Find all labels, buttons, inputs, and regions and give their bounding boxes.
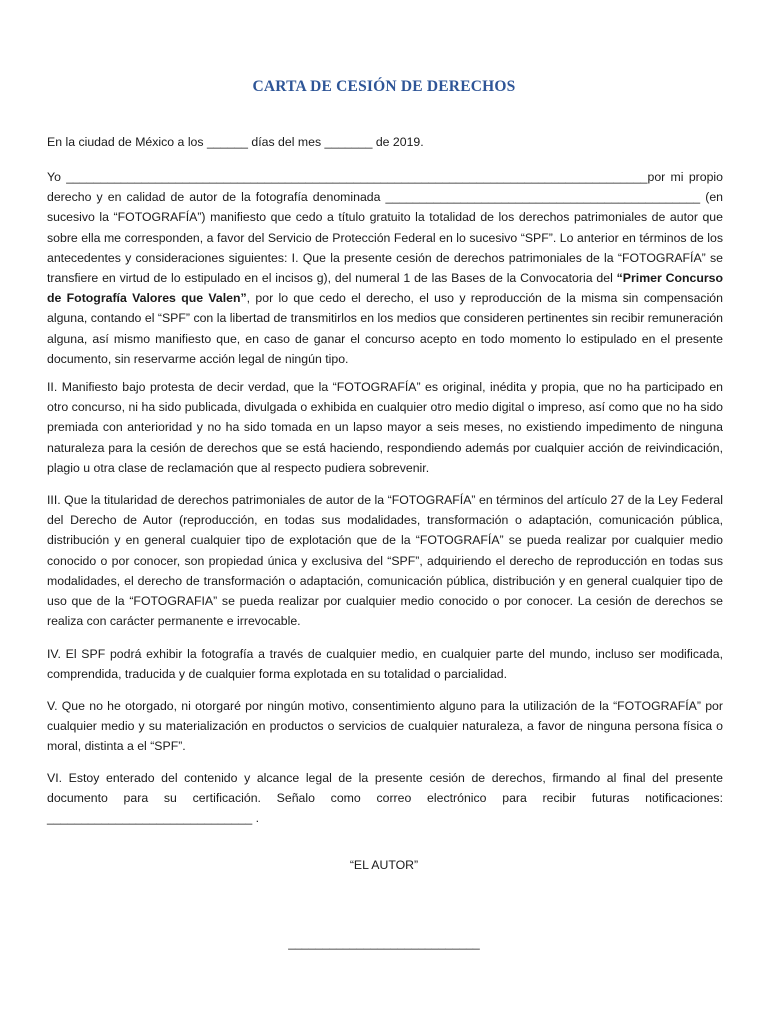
paragraph-4: IV. El SPF podrá exhibir la fotografía a través de cualquier medio, en cualquier parte del mundo, incluso ser modificada, comprendida, traducida y de cualquier forma explotada en su totalidad o parcialidad. xyxy=(47,647,723,682)
contest-name: “Primer Concurso de Fotografía Valores que Valen” xyxy=(47,271,723,306)
paragraph-6: VI. Estoy enterado del contenido y alcance legal de la presente cesión de derechos, firmando al final del presente documento para su certificación. Señalo como correo electrónico para recibir futuras notificaciones: ______________________________ . xyxy=(47,771,723,826)
document-title: CARTA DE CESIÓN DE DERECHOS xyxy=(252,78,516,95)
paragraph-2: II. Manifiesto bajo protesta de decir verdad, que la “FOTOGRAFÍA” es original, inédita y propia, que no ha participado en otro concurso, ni ha sido publicada, divulgada o exhibida en cualquier otro medio digital o impreso, así como que no ha sido premiada con anterioridad y no ha sido tomada en un lapso mayor a seis meses, no existiendo impedimento de ninguna naturaleza para la cesión de derechos que se está haciendo, respondiendo además por cualquier acción de reivindicación, plagio u otra clase de reclamación que al respecto pudiera sobrevenir. xyxy=(47,380,723,475)
author-label: “EL AUTOR” xyxy=(349,858,419,872)
paragraph-5: V. Que no he otorgado, ni otorgaré por ningún motivo, consentimiento alguno para la utilización de la “FOTOGRAFÍA” por cualquier medio y su materialización en productos o servicios de cualquier naturaleza, a favor de ninguna persona física o moral, distinta a el “SPF”. xyxy=(47,699,723,754)
paragraph-1-text-a: Yo _____________________________________________________________________________________por mi propio derecho y en calidad de autor de la fotografía denominada ______________________________________________ (en sucesivo la “FOTOGRAFÍA”) manifiesto que cedo a título gratuito la totalidad de los derechos patrimoniales de autor que sobre ella me corresponden, a favor del Servicio de Protección Federal en lo sucesivo “SPF”. Lo anterior en términos de los antecedentes y consideraciones siguientes: I. Que la presente cesión de derechos patrimoniales de la “FOTOGRAFÍA” se transfiere en virtud de lo estipulado en el incisos g), del numeral 1 de las Bases de la Convocatoria del xyxy=(47,170,723,286)
date-line: En la ciudad de México a los ______ días del mes _______ de 2019. xyxy=(47,135,424,149)
signature-line: ____________________________ xyxy=(288,936,480,950)
paragraph-1-text-c: , por lo que cedo el derecho, el uso y reproducción de la misma sin compensación alguna, contando el “SPF” con la libertad de transmitirlos en los medios que consideren pertinentes sin recibir remuneración alguna, así mismo manifiesto que, en caso de ganar el concurso acepto en todo momento lo estipulado en el presente documento, sin reservarme acción legal de ningún tipo. xyxy=(47,291,723,366)
paragraph-1 xyxy=(47,167,723,369)
paragraph-3: III. Que la titularidad de derechos patrimoniales de autor de la “FOTOGRAFÍA” en términos del artículo 27 de la Ley Federal del Derecho de Autor (reproducción, en todas sus modalidades, transformación o adaptación, comunicación pública, distribución y en general cualquier tipo de explotación que de la “FOTOGRAFÍA” se pueda realizar por cualquier medio conocido o por conocer, son propiedad única y exclusiva del “SPF”, adquiriendo el derecho de reproducción en todas sus modalidades, el derecho de transformación o adaptación, comunicación pública, distribución y en general cualquier tipo de uso que de la “FOTOGRAFIA” se pueda realizar por cualquier medio conocido o por conocer. La cesión de derechos se realiza con carácter permanente e irrevocable. xyxy=(47,493,723,629)
